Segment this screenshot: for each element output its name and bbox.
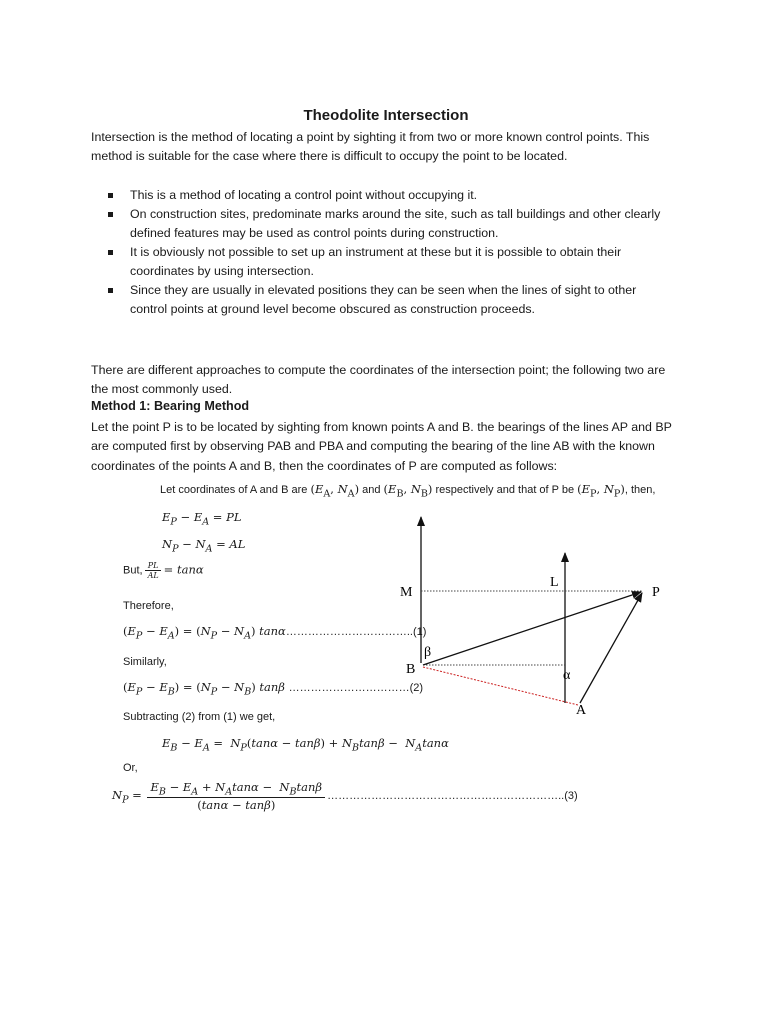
bullet-square-icon <box>108 193 113 198</box>
bullet-text: Since they are usually in elevated positions they can be seen when the lines of sight to other control points at ground level become obscured as construction proceeds. <box>130 283 637 316</box>
equation-3: $N_P$ = $\frac{E_B - E_A + N_A\tan\alpha - N_B\tan\beta}{(\tan\alpha - \tan\beta)}$ ………………………………………………………..(3) <box>112 780 578 813</box>
bullet-list <box>104 186 674 319</box>
intro-paragraph: Intersection is the method of locating a point by sighting it from two or more known control points. This method is suitable for the case where there is difficult to occupy the point to be located. <box>91 130 650 164</box>
bullet-item <box>104 243 674 281</box>
label-l: L <box>550 575 559 590</box>
page-title: Theodolite Intersection <box>303 107 469 124</box>
line-ab <box>423 667 578 705</box>
bullet-text: It is obviously not possible to set up an instrument at these but it is possible to obtain their coordinates by using intersection. <box>130 245 622 278</box>
label-m: M <box>400 585 413 600</box>
coordinates-line: Let coordinates of A and B are ($E_A$, $N_A$) and ($E_B$, $N_B$) respectively and that of P be ($E_P$, $N_P$), then, <box>160 482 656 500</box>
equation-np-na: $N_P - N_A$ = AL <box>162 537 246 555</box>
bullet-item <box>104 186 674 205</box>
bullet-item <box>104 281 674 319</box>
bullet-square-icon <box>108 212 113 217</box>
label-p: P <box>652 585 660 600</box>
equation-ep-ea: $E_P - E_A$ = PL <box>162 510 242 528</box>
method-paragraph: Let the point P is to be located by sighting from known points A and B. the bearings of the lines AP and BP are computed first by observing PAB and PBA and computing the bearing of the line AB with the known coordinates of the points A and B, then the coordinates of P are computed as follows: <box>91 420 672 473</box>
similarly-label: Similarly, <box>123 656 167 668</box>
equation-1: $(E_P - E_A) = (N_P - N_A)$ tanα……………………………..(1) <box>123 624 427 642</box>
bullet-text: On construction sites, predominate marks around the site, such as tall buildings and other clearly defined features may be used as control points during construction. <box>130 207 661 240</box>
equation-tan-alpha: But, $\frac{PL}{AL}$ = tanα <box>123 561 204 580</box>
intersection-diagram <box>390 505 680 730</box>
approaches-paragraph: There are different approaches to compute the coordinates of the intersection point; the following two are the most commonly used. <box>91 363 666 397</box>
label-beta: β <box>424 645 432 660</box>
subtracting-label: Subtracting (2) from (1) we get, <box>123 711 276 723</box>
therefore-label: Therefore, <box>123 600 174 612</box>
label-b: B <box>406 662 416 677</box>
label-a: A <box>576 703 587 718</box>
bullet-text: This is a method of locating a control point without occupying it. <box>130 188 478 202</box>
label-alpha: α <box>563 668 571 683</box>
equation-eb-ea: $E_B - E_A = N_P(\tan\alpha - \tan\beta) + N_B\tan\beta - N_A\tan\alpha$ <box>162 736 449 754</box>
bullet-square-icon <box>108 288 113 293</box>
bullet-square-icon <box>108 250 113 255</box>
equation-2: $(E_P - E_B) = (N_P - N_B)$ tanβ ……………………………(2) <box>123 680 424 698</box>
bullet-item <box>104 205 674 243</box>
method-heading: Method 1: Bearing Method <box>91 399 250 413</box>
or-label: Or, <box>123 762 138 774</box>
